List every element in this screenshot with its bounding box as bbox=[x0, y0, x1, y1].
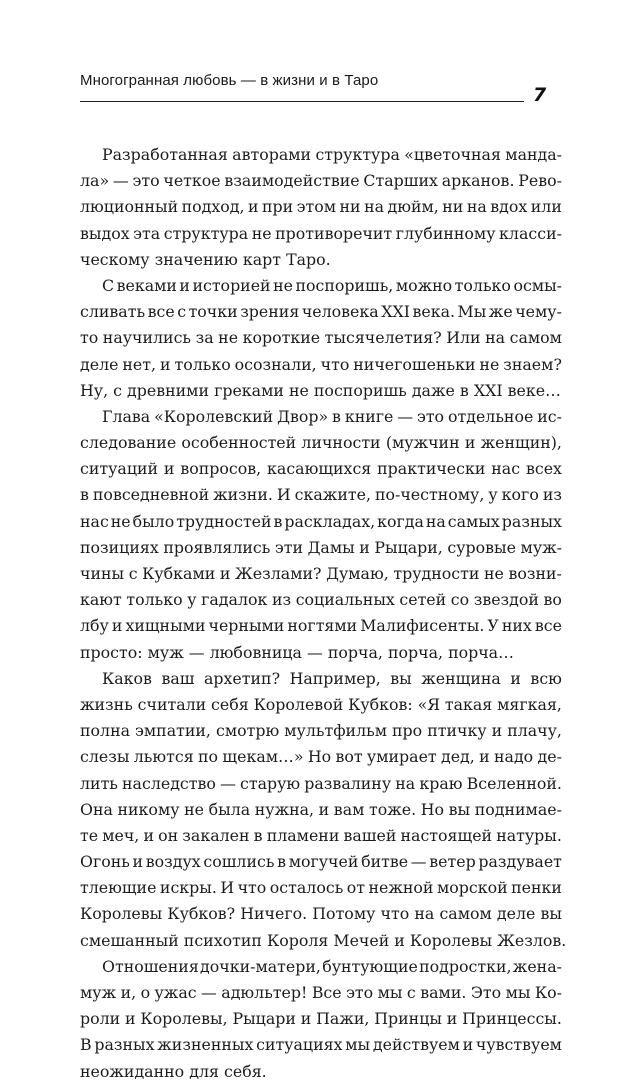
text-line: те меч, и он закален в пламени вашей настоящей натуры. bbox=[80, 825, 562, 845]
text-line: сливать все с точки зрения человека XXI века. Мы же чему- bbox=[80, 302, 562, 322]
body-text bbox=[80, 142, 567, 1085]
page-number: 7 bbox=[533, 84, 547, 106]
text-line: Глава «Королевский Двор» в книге — это отдельное ис- bbox=[102, 406, 562, 426]
text-line: муж и, о ужас — адюльтер! Все это мы с вами. Это мы Ко- bbox=[80, 983, 562, 1002]
paragraph bbox=[80, 666, 567, 954]
text-line: кают только у гадалок из социальных сетей со звездой во bbox=[80, 590, 562, 610]
paragraph bbox=[80, 404, 562, 666]
text-line: Разработанная авторами структура «цветочная манда- bbox=[102, 145, 562, 164]
text-line: лить наследство — старую развалину на краю Вселенной. bbox=[80, 773, 562, 793]
text-line: ческому значению карт Таро. bbox=[80, 249, 331, 269]
text-line: следование особенностей личности (мужчин и женщин), bbox=[80, 433, 562, 453]
text-line: то научились за не короткие тысячелетия? Или на самом bbox=[80, 328, 562, 348]
text-line: слезы льются по щекам…» Но вот умирает дед, и надо де- bbox=[80, 747, 562, 767]
text-line: неожиданно для себя. bbox=[80, 1061, 267, 1081]
text-line: позициях проявлялись эти Дамы и Рыцари, суровые муж- bbox=[80, 537, 562, 557]
text-line: люционный подход, и при этом ни на дюйм, ни на вдох или bbox=[80, 197, 562, 217]
header-rule bbox=[80, 101, 524, 102]
text-line: в повседневной жизни. И скажите, по-честному, у кого из bbox=[80, 485, 562, 505]
paragraph bbox=[80, 954, 562, 1085]
paragraph bbox=[80, 273, 562, 404]
text-line: жизнь считали себя Королевой Кубков: «Я такая мягкая, bbox=[80, 694, 562, 714]
running-head-title: Многогранная любовь — в жизни и в Таро bbox=[80, 72, 379, 89]
text-line: Каков ваш архетип? Например, вы женщина и всю bbox=[102, 668, 562, 688]
text-line: полна эмпатии, смотрю мультфильм про птичку и плачу, bbox=[80, 721, 562, 741]
text-line: просто: муж — любовница — порча, порча, порча… bbox=[80, 642, 514, 662]
text-line: ла» — это четкое взаимодействие Старших арканов. Рево- bbox=[80, 171, 562, 191]
text-line: В разных жизненных ситуациях мы действуем и чувствуем bbox=[80, 1035, 562, 1055]
text-line: нас не было трудностей в раскладах, когда на самых разных bbox=[80, 511, 562, 531]
text-line: чины с Кубками и Жезлами? Думаю, трудности не возни- bbox=[80, 564, 562, 583]
text-line: смешанный психотип Короля Мечей и Королевы Жезлов. bbox=[80, 930, 567, 950]
text-line: ситуаций и вопросов, касающихся практически нас всех bbox=[80, 459, 562, 479]
paragraph bbox=[80, 142, 562, 273]
text-line: Ну, с древними греками не поспоришь даже в XXI веке… bbox=[80, 380, 561, 400]
text-line: Королевы Кубков? Ничего. Потому что на самом деле вы bbox=[80, 904, 562, 924]
text-line: Она никому не была нужна, и вам тоже. Но вы поднимае- bbox=[80, 799, 562, 819]
text-line: выдох эта структура не противоречит глубинному класси- bbox=[80, 223, 562, 243]
text-line: тлеющие искры. И что осталось от нежной морской пенки bbox=[80, 878, 562, 898]
text-line: Огонь и воздух сошлись в могучей битве — ветер раздувает bbox=[80, 852, 562, 872]
text-line: деле нет, и только осознали, что ничегошеньки не знаем? bbox=[80, 354, 562, 374]
text-line: роли и Королевы, Рыцари и Пажи, Принцы и Принцессы. bbox=[80, 1009, 562, 1029]
text-line: С веками и историей не поспоришь, можно только осмы- bbox=[102, 275, 562, 295]
text-line: Отношения дочки-матери, бунтующие подростки, жена- bbox=[102, 956, 562, 976]
text-line: лбу и хищными черными ногтями Малифисенты. У них все bbox=[80, 616, 562, 636]
